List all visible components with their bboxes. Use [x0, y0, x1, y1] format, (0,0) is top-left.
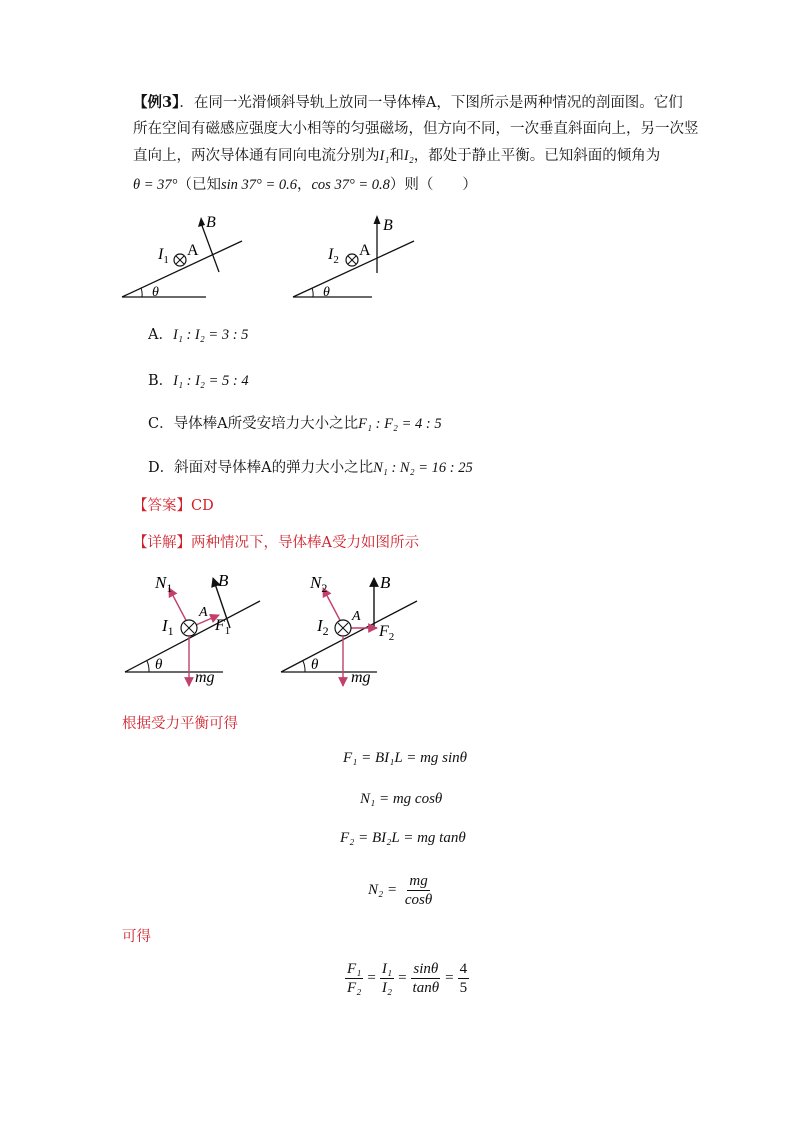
- angle-arc: [312, 288, 313, 297]
- ampere-force-label: $F_1$: [215, 617, 231, 637]
- angle-label: θ: [323, 285, 330, 300]
- current-label: $I_1$: [162, 616, 174, 638]
- detail-line: [133, 532, 419, 554]
- field-label: B: [206, 214, 216, 231]
- option-d: [148, 456, 473, 477]
- option-math: F₁ : F₂ = 4 : 5: [358, 416, 442, 432]
- angle-arc: [147, 661, 149, 672]
- equation-3: F₂ = BI₂L = mg tanθ: [340, 830, 466, 846]
- ampere-force-label: $F_2$: [379, 623, 395, 643]
- final-ratio-equation: $\frac{\text{F₁}}{\text{F₂}}$ = $\frac{\text{I₁}}{\text{I₂}}$ = $\frac{\sin\theta}{\tan\theta}$ = $\frac{4}{5}$: [347, 961, 468, 996]
- equation-4: [368, 872, 436, 909]
- problem-and: 和: [389, 148, 404, 164]
- detail-text: 两种情况下，导体棒A受力如图所示: [191, 535, 419, 551]
- force-diagram-right: [281, 573, 417, 686]
- problem-line-2: 所在空间有磁感应强度大小相等的匀强磁场，但方向不同，一次垂直斜面向上，另一次竖: [133, 121, 699, 137]
- rod-label: A: [199, 605, 208, 620]
- angle-label: θ: [152, 285, 159, 300]
- option-letter: A．: [148, 327, 173, 343]
- equation-2: N₁ = mg cosθ: [360, 791, 443, 807]
- option-text: 导体棒A所受安培力大小之比: [173, 416, 359, 432]
- rod-label: A: [352, 609, 361, 624]
- theta-value: θ = 37°: [133, 177, 178, 193]
- answer-line: [133, 495, 214, 517]
- problem-text-4b: ）则（ ）: [389, 177, 477, 193]
- gravity-label: mg: [351, 669, 371, 686]
- equation-4-lhs: N₂ =: [368, 881, 398, 898]
- problem-tag: 【例3】: [133, 94, 180, 111]
- incline-line: [281, 601, 417, 672]
- problem-line-4: [133, 174, 477, 196]
- option-math: I₁ : I₂ = 5 : 4: [173, 373, 249, 389]
- incline-line: [122, 241, 242, 297]
- force-ratio: $\frac{\text{F₁}}{\text{F₂}}$: [347, 961, 362, 996]
- option-letter: C．: [148, 416, 174, 432]
- problem-line-3: [133, 145, 660, 167]
- incline-diagram-right: [293, 215, 414, 300]
- force-diagram-left: [125, 571, 260, 686]
- angle-arc: [141, 288, 142, 297]
- problem-text-3a: 直向上，两次导体通有同向电流分别为: [133, 148, 380, 164]
- field-label: B: [383, 217, 393, 234]
- option-math: I₁ : I₂ = 3 : 5: [172, 327, 249, 343]
- option-c: [148, 412, 442, 433]
- force-figure-2: [115, 568, 435, 693]
- gravity-label: mg: [195, 669, 215, 686]
- current-ratio: $\frac{\text{I₁}}{\text{I₂}}$: [381, 961, 393, 996]
- problem-text-4a: （已知: [177, 177, 221, 193]
- field-label: B: [380, 573, 391, 592]
- current-i1: I₁: [379, 148, 390, 164]
- current-label: $I_2$: [317, 616, 329, 638]
- field-arrowhead-icon: [198, 217, 205, 227]
- balance-heading: 根据受力平衡可得: [122, 716, 238, 732]
- answer-value: CD: [191, 498, 214, 514]
- option-a: [148, 323, 248, 344]
- answer-label: 【答案】: [133, 498, 191, 514]
- normal-label: $N_1$: [155, 573, 173, 595]
- trig-ratio: $\frac{\sin\theta}{\tan\theta}$: [412, 961, 440, 996]
- rod-label: A: [187, 242, 199, 259]
- problem-text-1: ．在同一光滑倾斜导轨上放同一导体棒A，下图所示是两种情况的剖面图。它们: [179, 95, 683, 111]
- incline-line: [293, 241, 414, 297]
- option-letter: B．: [148, 373, 174, 389]
- normal-label: $N_2$: [310, 573, 328, 595]
- current-i2: I₂: [403, 148, 414, 164]
- current-label: $I_2$: [328, 246, 339, 266]
- angle-arc: [303, 661, 305, 672]
- field-arrowhead-icon: [374, 215, 381, 224]
- field-label: B: [218, 571, 229, 590]
- problem-line-1: [133, 92, 683, 114]
- angle-label: θ: [311, 657, 319, 673]
- sin-value: sin 37° = 0.6: [220, 177, 297, 193]
- option-text: 斜面对导体棒A的弹力大小之比: [174, 460, 374, 476]
- problem-comma: ，: [296, 177, 312, 193]
- equation-1: F₁ = BI₁L = mg sinθ: [343, 750, 468, 766]
- incline-diagram-left: [122, 214, 242, 300]
- option-math: N₁ : N₂ = 16 : 25: [373, 460, 473, 476]
- cos-value: cos 37° = 0.8: [311, 177, 390, 193]
- option-b: [148, 369, 249, 390]
- equation-4-fraction: $\frac{mg}{\cos\theta}$: [404, 873, 433, 908]
- incline-figure-1: [110, 205, 440, 305]
- angle-label: θ: [155, 657, 163, 673]
- result-heading: 可得: [122, 929, 151, 945]
- incline-line: [125, 601, 260, 672]
- numeric-ratio: $\frac{4}{5}$: [459, 961, 468, 996]
- problem-text-3b: ，都处于静止平衡。已知斜面的倾角为: [413, 148, 661, 164]
- rod-label: A: [359, 242, 371, 259]
- option-letter: D．: [148, 460, 175, 476]
- detail-label: 【详解】: [133, 535, 191, 551]
- current-label: $I_1$: [158, 246, 169, 266]
